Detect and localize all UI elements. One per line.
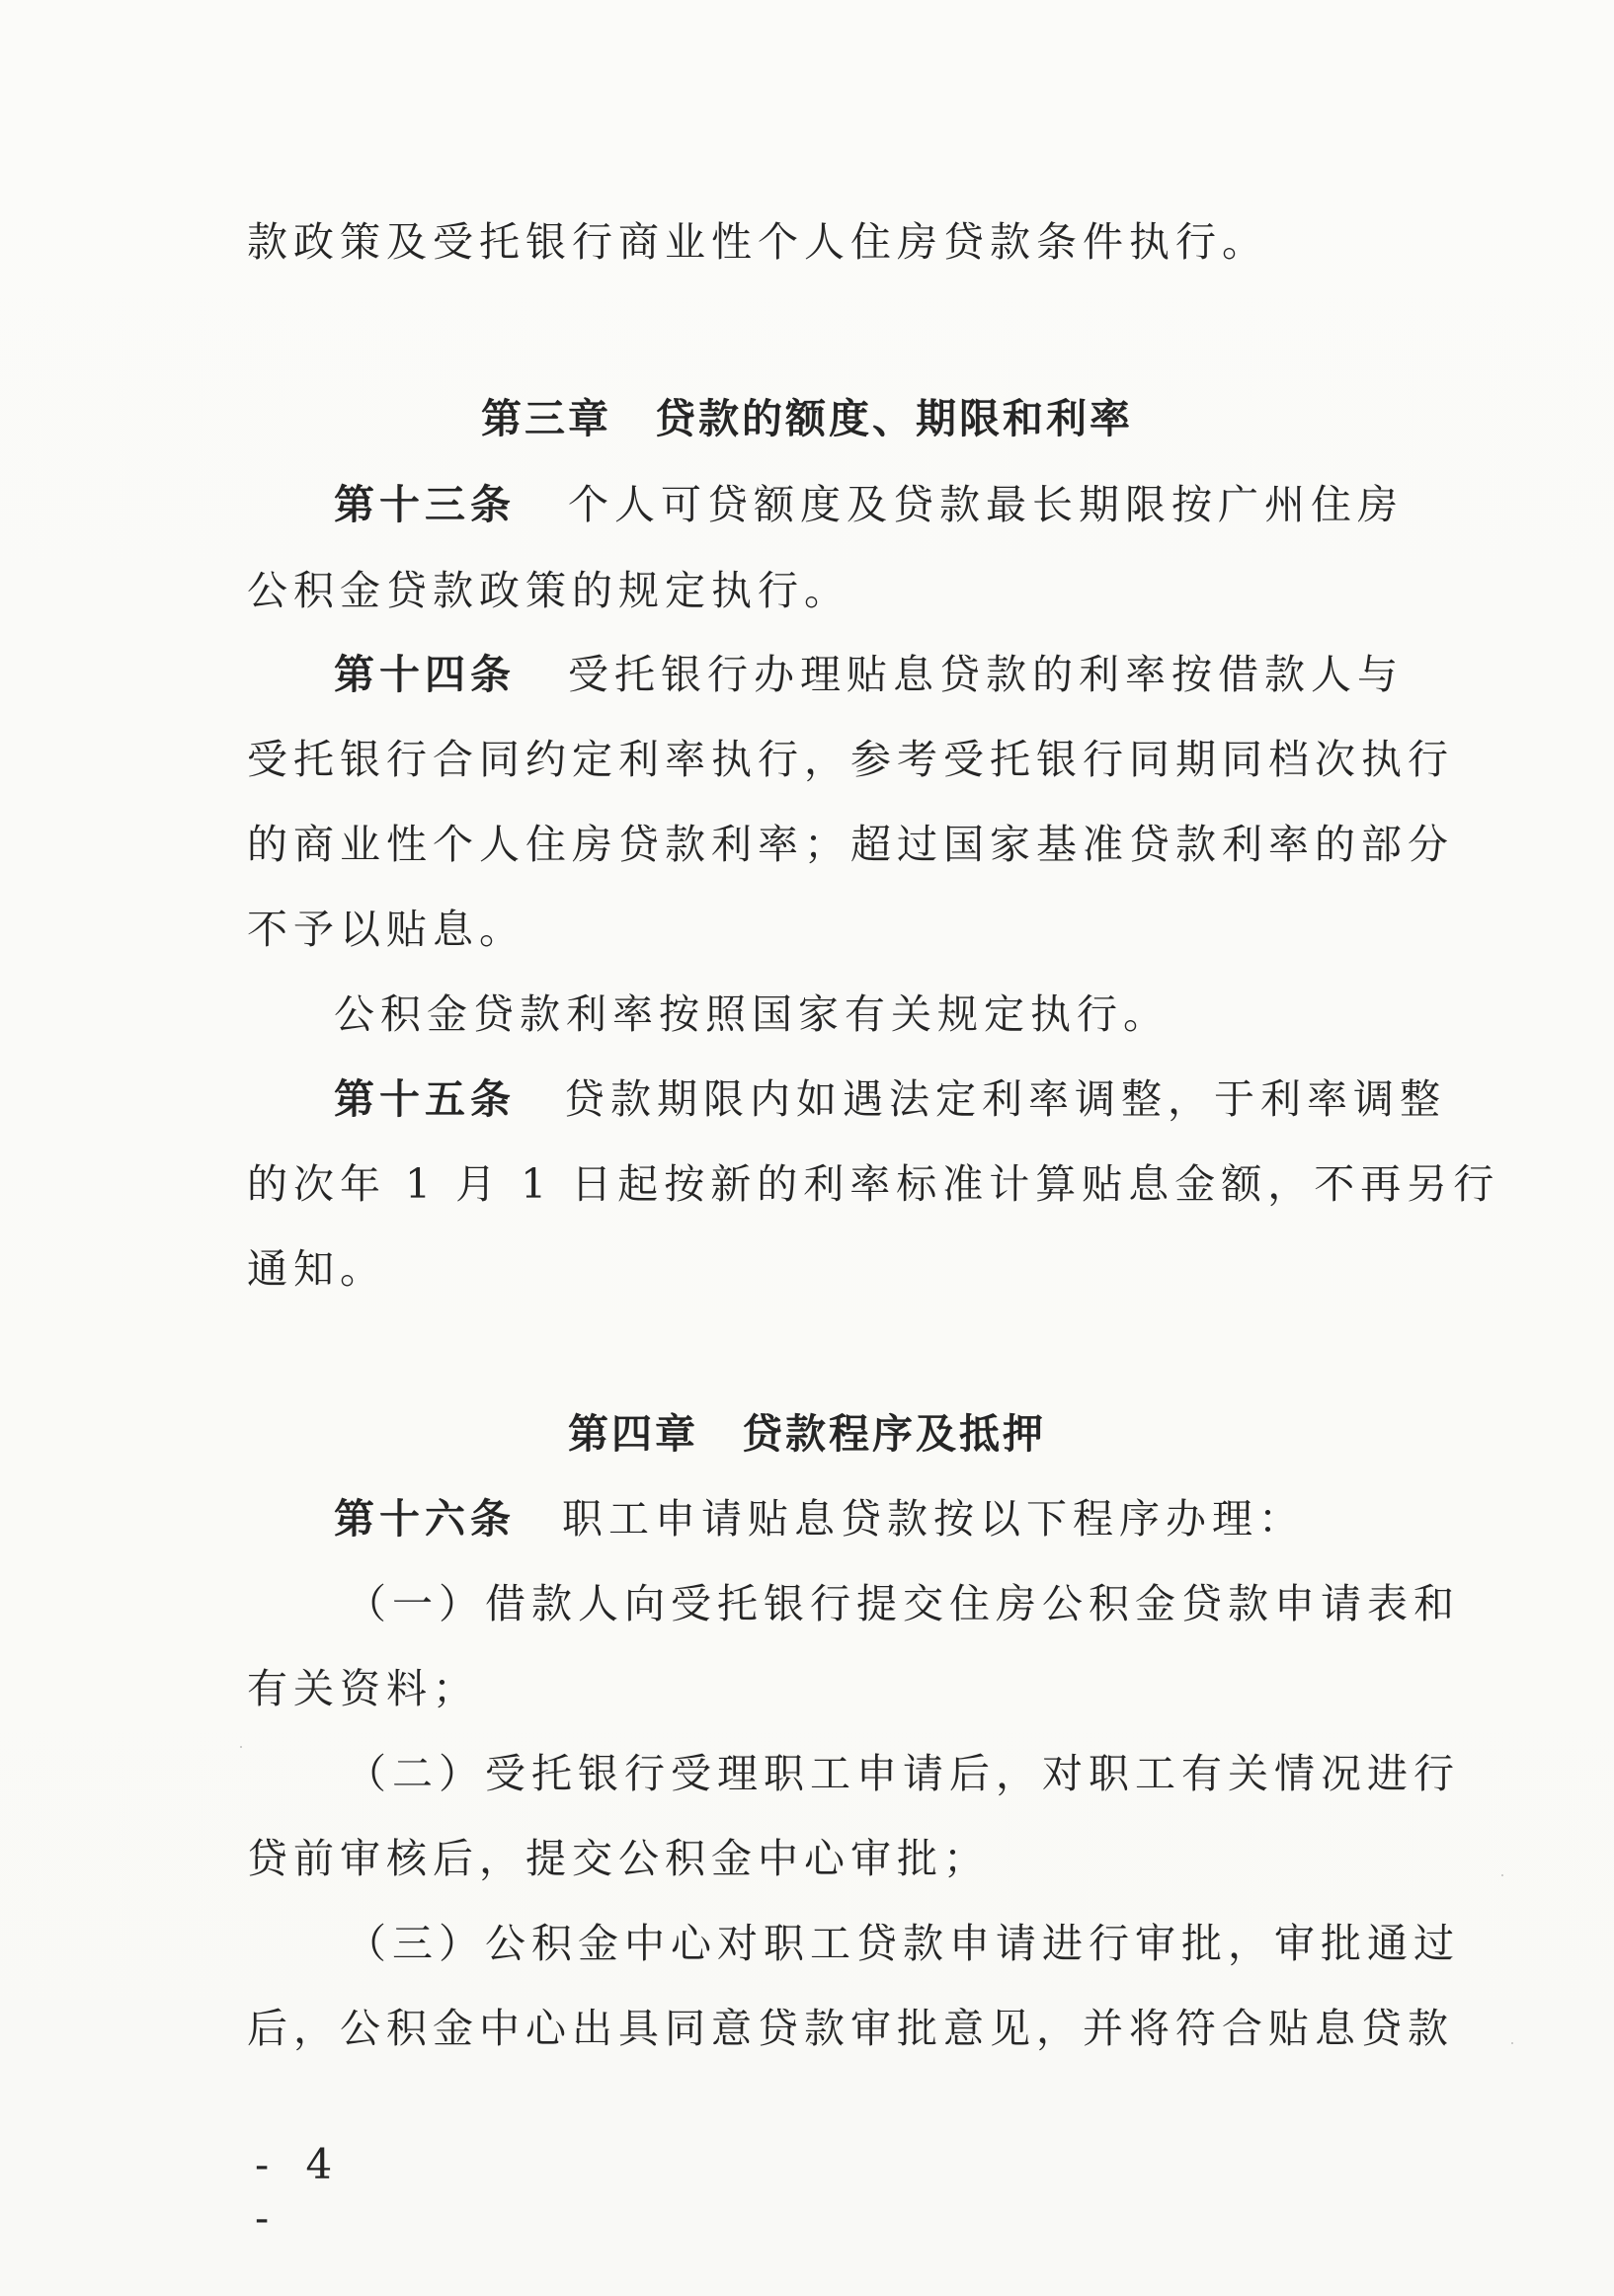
article-fifteen-text: 贷款期限内如遇法定利率调整，于利率调整 xyxy=(564,1075,1447,1123)
text-line-5: 受托银行合同约定利率执行，参考受托银行同期同档次执行 xyxy=(247,736,1454,783)
text-line-7: 不予以贴息。 xyxy=(247,906,525,953)
article-fourteen-line xyxy=(334,646,1405,703)
article-sixteen-label: 第十六条 xyxy=(334,1495,516,1543)
scan-mark xyxy=(1511,2042,1513,2044)
article-sixteen-line xyxy=(334,1490,1378,1547)
article-fourteen-label: 第十四条 xyxy=(334,651,516,698)
text-line-1: 款政策及受托银行商业性个人住房贷款条件执行。 xyxy=(247,218,1268,266)
text-line-14: 有关资料； xyxy=(247,1665,479,1712)
text-line-16: 贷前审核后，提交公积金中心审批； xyxy=(247,1835,990,1882)
article-sixteen-text: 职工申请贴息贷款按以下程序办理： xyxy=(562,1495,1306,1543)
article-fifteen-line xyxy=(334,1070,1447,1128)
article-thirteen-label: 第十三条 xyxy=(334,481,516,528)
scan-mark xyxy=(1501,1874,1503,1876)
text-line-17: （三）公积金中心对职工贷款申请进行审批，审批通过 xyxy=(346,1920,1460,1967)
scan-mark xyxy=(240,1746,242,1748)
text-line-15: （二）受托银行受理职工申请后，对职工有关情况进行 xyxy=(346,1750,1460,1797)
text-line-8: 公积金贷款利率按照国家有关规定执行。 xyxy=(334,990,1170,1038)
article-fourteen-text: 受托银行办理贴息贷款的利率按借款人与 xyxy=(568,651,1405,698)
text-line-13: （一）借款人向受托银行提交住房公积金贷款申请表和 xyxy=(346,1580,1460,1627)
page-number: - 4 - xyxy=(255,2140,345,2242)
chapter-three-heading: 第三章 贷款的额度、期限和利率 xyxy=(481,395,1133,442)
text-line-11: 通知。 xyxy=(247,1245,386,1293)
text-line-18: 后，公积金中心出具同意贷款审批意见，并将符合贴息贷款 xyxy=(247,2005,1454,2052)
article-thirteen-line xyxy=(334,476,1405,533)
article-fifteen-label: 第十五条 xyxy=(334,1075,516,1123)
text-line-10: 的次年 1 月 1 日起按新的利率标准计算贴息金额，不再另行 xyxy=(247,1160,1500,1208)
text-line-6: 的商业性个人住房贷款利率；超过国家基准贷款利率的部分 xyxy=(247,821,1454,868)
text-line-3: 公积金贷款政策的规定执行。 xyxy=(247,567,850,614)
article-thirteen-text: 个人可贷额度及贷款最长期限按广州住房 xyxy=(568,481,1405,528)
chapter-four-heading: 第四章 贷款程序及抵押 xyxy=(568,1410,1046,1458)
